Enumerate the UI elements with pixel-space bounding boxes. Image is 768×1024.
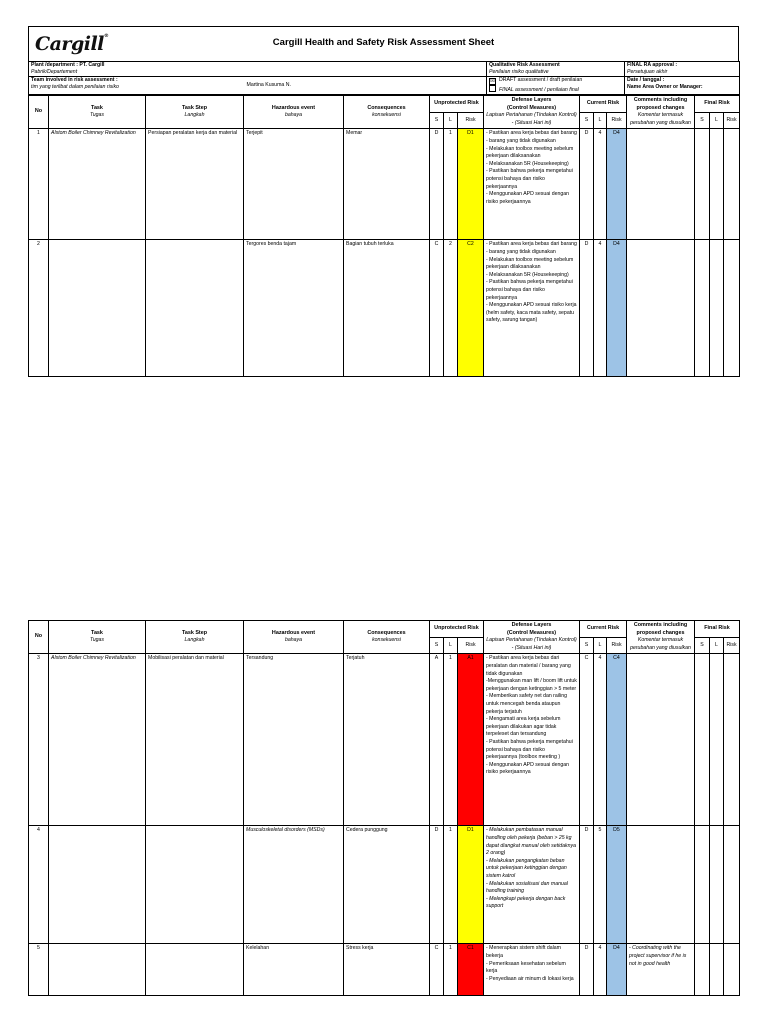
- defense-item: - Melengkapi pekerja dengan back support: [486, 895, 566, 910]
- unprotected-l-header: L: [444, 638, 458, 654]
- row-consequence: Bagian tubuh terluka: [344, 240, 430, 377]
- header-task: [49, 621, 146, 654]
- logo-text: Cargill: [35, 33, 104, 55]
- header-hazard: [244, 96, 344, 129]
- row-comment: [627, 654, 695, 826]
- header-unprotected-label: Unprotected Risk: [434, 100, 479, 107]
- qual-label: Qualitative Risk Assessment: [489, 62, 560, 68]
- header-task-label: Task: [91, 104, 103, 111]
- row-unprotected-s: C: [430, 240, 444, 377]
- row-no: 2: [29, 240, 49, 377]
- header-current: [580, 96, 627, 113]
- team-label: Team involved in risk assessment :: [31, 77, 118, 83]
- row-final-l: [710, 826, 724, 944]
- plant-sub: Pabrik/Departement: [31, 69, 78, 75]
- row-hazard: Musculoskeletal disorders (MSDs): [244, 826, 344, 944]
- row-current-l: 5: [594, 826, 607, 944]
- row-unprotected-risk: C2: [458, 240, 484, 377]
- row-consequence: Cedera punggung: [344, 826, 430, 944]
- current-risk-header: Risk: [607, 638, 627, 654]
- defense-item: - Melakukan pengangkatan beban untuk pekerjaan ketinggian dengan sistem katrol: [486, 857, 567, 879]
- row-comment: - Coordinating with the project supervisor if he is not in good health: [627, 944, 695, 996]
- row-no: 4: [29, 826, 49, 944]
- row-current-s: D: [580, 826, 594, 944]
- current-s-header: S: [580, 638, 594, 654]
- header-unprotected: [430, 96, 484, 113]
- final-option[interactable]: [489, 85, 622, 94]
- row-task: [49, 944, 146, 996]
- current-s-header: S: [580, 113, 594, 129]
- defense-item: - Melaksanakan 5R (Housekeeping): [486, 160, 569, 167]
- row-final-l: [710, 944, 724, 996]
- row-defense-layers: [484, 944, 580, 996]
- defense-item: - Pastikan area kerja bebas dari barang - barang yang tidak digunakan: [486, 130, 577, 144]
- header-no-label: No: [34, 633, 43, 640]
- row-final-s: [695, 826, 710, 944]
- header-comments-sub: Komentar termasuk perubahan yang diusulkan: [630, 112, 691, 126]
- row-comment: [627, 240, 695, 377]
- defense-item: - Penyediaan air minum di lokasi kerja: [486, 975, 574, 982]
- row-final-s: [695, 240, 710, 377]
- row-unprotected-l: 1: [444, 654, 458, 826]
- final-l-header: L: [710, 113, 724, 129]
- row-final-risk: [724, 826, 740, 944]
- header-consequences-sub: konsekuensi: [372, 112, 401, 119]
- table-row: [29, 129, 740, 240]
- current-risk-header: Risk: [607, 113, 627, 129]
- final-checkbox[interactable]: [489, 85, 496, 92]
- header-comments-label: Comments including proposed changes: [633, 622, 688, 636]
- header-defense: [484, 96, 580, 129]
- defense-item: - Pastikan bahwa pekerja mengetahui potensi bahaya dan risiko pekerjaannya (toolbox meeting ): [486, 738, 573, 761]
- row-final-risk: [724, 944, 740, 996]
- header-consequences-sub: konsekuensi: [372, 637, 401, 644]
- header-final: [695, 96, 740, 113]
- defense-item: - Menggunakan APD sesuai dengan risiko pekerjaannya: [486, 191, 570, 205]
- header-final: [695, 621, 740, 638]
- table-row: [29, 826, 740, 944]
- header-comments-label: Comments including proposed changes: [633, 97, 688, 111]
- defense-item: - Pastikan bahwa pekerja mengetahui potensi bahaya dan risiko pekerjaannya: [486, 168, 573, 190]
- header-comments: [627, 96, 695, 129]
- risk-table-2: [28, 620, 740, 996]
- final-l-header: L: [710, 638, 724, 654]
- row-final-l: [710, 129, 724, 240]
- row-defense-layers: [484, 240, 580, 377]
- row-task-step: [146, 240, 244, 377]
- header-unprotected: [430, 621, 484, 638]
- draft-option[interactable]: [489, 77, 622, 85]
- header-current: [580, 621, 627, 638]
- row-unprotected-s: A: [430, 654, 444, 826]
- row-current-risk: C4: [607, 654, 627, 826]
- row-current-l: 4: [594, 240, 607, 377]
- row-unprotected-s: C: [430, 944, 444, 996]
- row-current-l: 4: [594, 654, 607, 826]
- header-defense-sub: Lapisan Pertahanan (Tindakan Kontrol) - (Situasi Hari ini): [486, 112, 577, 126]
- row-current-risk: D4: [607, 240, 627, 377]
- final-ra-sub: Persetujuan akhir: [627, 69, 668, 75]
- row-current-risk: D4: [607, 129, 627, 240]
- defense-item: - Melakukan toolbox meeting sebelum pekerjaan dilaksanakan: [486, 256, 574, 271]
- info-table: [28, 61, 740, 95]
- header-row: [29, 621, 740, 638]
- header-hazard-sub: bahaya: [284, 637, 303, 644]
- header-task-sub: Tugas: [89, 112, 105, 119]
- defense-item: - Menggunakan APD sesuai dengan risiko pekerjaannya: [486, 761, 570, 776]
- plant-cell: [29, 62, 245, 77]
- header-consequences: [344, 621, 430, 654]
- defense-item: - Pastikan area kerja bebas dari peralatan dan material / barang yang tidak digunakan: [486, 655, 571, 677]
- row-final-l: [710, 240, 724, 377]
- row-current-s: D: [580, 129, 594, 240]
- table-row: [29, 944, 740, 996]
- draft-checkbox[interactable]: ☒: [490, 78, 495, 84]
- row-current-l: 4: [594, 129, 607, 240]
- defense-item: - Melakukan sosialisasi dan manual handling training: [486, 880, 568, 895]
- header-consequences-label: Consequences: [367, 629, 406, 636]
- team-cell: [29, 77, 245, 95]
- header-step: [146, 96, 244, 129]
- header-step-sub: Langkah: [184, 637, 205, 644]
- row-hazard: Tergores benda tajam: [244, 240, 344, 377]
- row-defense-layers: [484, 654, 580, 826]
- table-row: [29, 240, 740, 377]
- row-task: [49, 826, 146, 944]
- header-comments: [627, 621, 695, 654]
- header-hazard-sub: bahaya: [284, 112, 303, 119]
- header-current-label: Current Risk: [586, 625, 620, 632]
- row-final-risk: [724, 240, 740, 377]
- row-unprotected-risk: C1: [458, 944, 484, 996]
- row-unprotected-l: 1: [444, 944, 458, 996]
- row-current-s: C: [580, 654, 594, 826]
- defense-item: -Menggunakan man lift / boom lift untuk pekerjaan dengan ketinggian > 5 meter: [486, 678, 577, 692]
- row-task-step: [146, 826, 244, 944]
- header-task-sub: Tugas: [89, 637, 105, 644]
- row-final-risk: [724, 654, 740, 826]
- current-l-header: L: [594, 638, 607, 654]
- row-task: [49, 240, 146, 377]
- header-task-label: Task: [91, 629, 103, 636]
- unprotected-s-header: S: [430, 113, 444, 129]
- cargill-logo: Cargill®: [35, 33, 109, 55]
- defense-item: - Pemeriksaan kesehatan sebelum kerja: [486, 960, 566, 975]
- final-ra-label: FINAL RA approval :: [627, 62, 678, 68]
- assessment-type-cell: [487, 77, 625, 95]
- sheet-title: Cargill Health and Safety Risk Assessment Sheet: [272, 37, 495, 48]
- header-hazard: [244, 621, 344, 654]
- row-consequence: Terjatuh: [344, 654, 430, 826]
- final-s-header: S: [695, 638, 710, 654]
- table-row: [29, 654, 740, 826]
- sheet-page-1: [28, 26, 739, 377]
- team-sub: tim yang terlibat dalam penilaian risiko: [31, 84, 119, 90]
- row-unprotected-l: 1: [444, 129, 458, 240]
- row-final-l: [710, 654, 724, 826]
- header-step-sub: Langkah: [184, 112, 205, 119]
- defense-item: - Mengamati area kerja sebelum pekerjaan dilakukan agar tidak terpeleset dan tersandung: [486, 716, 561, 738]
- row-unprotected-s: D: [430, 129, 444, 240]
- qual-cell: [487, 62, 625, 77]
- row-task-step: Mobilisasi peralatan dan material: [146, 654, 244, 826]
- header-step-label: Task Step: [181, 104, 208, 111]
- row-current-risk: D5: [607, 826, 627, 944]
- final-s-header: S: [695, 113, 710, 129]
- row-task-step: [146, 944, 244, 996]
- header-defense-label: Defense Layers (Control Measures): [506, 97, 557, 111]
- defense-item: - Menggunakan APD sesuai risiko kerja (helm safety, kaca mata safety, sepatu safety, sarung tangan): [486, 302, 577, 324]
- defense-item: - Melaksanakan 5R (Housekeeping): [486, 271, 569, 278]
- date-label: Date / tanggal :: [627, 77, 665, 83]
- row-final-risk: [724, 129, 740, 240]
- row-defense-layers: [484, 826, 580, 944]
- header-consequences-label: Consequences: [367, 104, 406, 111]
- row-current-risk: D4: [607, 944, 627, 996]
- row-defense-layers: [484, 129, 580, 240]
- row-current-s: D: [580, 944, 594, 996]
- owner-label: Name Area Owner or Manager:: [627, 84, 703, 90]
- row-no: 1: [29, 129, 49, 240]
- defense-item: - Melakukan toolbox meeting sebelum pekerjaan dilaksanakan: [486, 145, 574, 160]
- unprotected-s-header: S: [430, 638, 444, 654]
- row-task: Alstom Boiler Chimney Revitalization: [49, 654, 146, 826]
- row-current-s: D: [580, 240, 594, 377]
- defense-item: - Pastikan bahwa pekerja mengetahui potensi bahaya dan risiko pekerjaannya: [486, 279, 573, 301]
- header-final-label: Final Risk: [704, 625, 730, 632]
- header-current-label: Current Risk: [586, 100, 620, 107]
- row-unprotected-risk: A1: [458, 654, 484, 826]
- row-hazard: Kelelahan: [244, 944, 344, 996]
- header-no: [29, 96, 49, 129]
- header-no: [29, 621, 49, 654]
- row-unprotected-risk: D1: [458, 129, 484, 240]
- row-hazard: Tersandung: [244, 654, 344, 826]
- final-risk-header: Risk: [724, 113, 740, 129]
- row-final-s: [695, 944, 710, 996]
- header-step: [146, 621, 244, 654]
- row-comment: [627, 826, 695, 944]
- defense-item: - Menerapkan sistem shift dalam bekerja: [486, 945, 561, 959]
- defense-item: - Pastikan area kerja bebas dari barang - barang yang tidak digunakan: [486, 241, 577, 255]
- final-risk-header: Risk: [724, 638, 740, 654]
- header-defense: [484, 621, 580, 654]
- row-no: 5: [29, 944, 49, 996]
- header-hazard-label: Hazardous event: [271, 104, 316, 111]
- unprotected-l-header: L: [444, 113, 458, 129]
- header-step-label: Task Step: [181, 629, 208, 636]
- header-hazard-label: Hazardous event: [271, 629, 316, 636]
- row-consequence: Memar: [344, 129, 430, 240]
- row-task: Alstom Boiler Chimney Revitalization: [49, 129, 146, 240]
- current-l-header: L: [594, 113, 607, 129]
- final-label: FINAL assessment / penilaian final: [499, 87, 579, 93]
- unprotected-risk-header: Risk: [458, 113, 484, 129]
- header-consequences: [344, 96, 430, 129]
- header-comments-sub: Komentar termasuk perubahan yang diusulkan: [630, 637, 691, 651]
- row-current-l: 4: [594, 944, 607, 996]
- row-hazard: Terjepit: [244, 129, 344, 240]
- header-defense-sub: Lapisan Pertahanan (Tindakan Kontrol) - (Situasi Hari ini): [486, 637, 577, 651]
- qual-sub: Penilaian risiko qualitative: [489, 69, 549, 75]
- row-unprotected-s: D: [430, 826, 444, 944]
- team-value: Martina Kusuma N.: [245, 77, 487, 95]
- header-defense-label: Defense Layers (Control Measures): [506, 622, 557, 636]
- row-unprotected-l: 2: [444, 240, 458, 377]
- header-no-label: No: [34, 108, 43, 115]
- date-owner-cell: [625, 77, 740, 95]
- final-ra-cell: [625, 62, 740, 77]
- title-box: [28, 26, 739, 61]
- plant-label: Plant /department : PT. Cargill: [31, 62, 105, 68]
- header-task: [49, 96, 146, 129]
- header-unprotected-label: Unprotected Risk: [434, 625, 479, 632]
- row-comment: [627, 129, 695, 240]
- row-final-s: [695, 654, 710, 826]
- row-unprotected-l: 1: [444, 826, 458, 944]
- header-final-label: Final Risk: [704, 100, 730, 107]
- row-task-step: Persiapan peralatan kerja dan material: [146, 129, 244, 240]
- sheet-page-2: [28, 620, 739, 996]
- row-final-s: [695, 129, 710, 240]
- unprotected-risk-header: Risk: [458, 638, 484, 654]
- row-unprotected-risk: D1: [458, 826, 484, 944]
- row-consequence: Stress kerja: [344, 944, 430, 996]
- risk-table-1: [28, 95, 740, 377]
- row-no: 3: [29, 654, 49, 826]
- draft-label: DRAFT assessment / draft penilaian: [499, 77, 583, 83]
- header-row: [29, 96, 740, 113]
- defense-item: - Memberikan safety net dan railing untuk mencegah benda ataupun pekerja terjatuh: [486, 693, 568, 715]
- defense-item: - Melakukan pembatasan manual handling oleh pekerja (beban > 25 kg dapat diangkat manual oleh setidaknya 2 orang): [486, 827, 576, 857]
